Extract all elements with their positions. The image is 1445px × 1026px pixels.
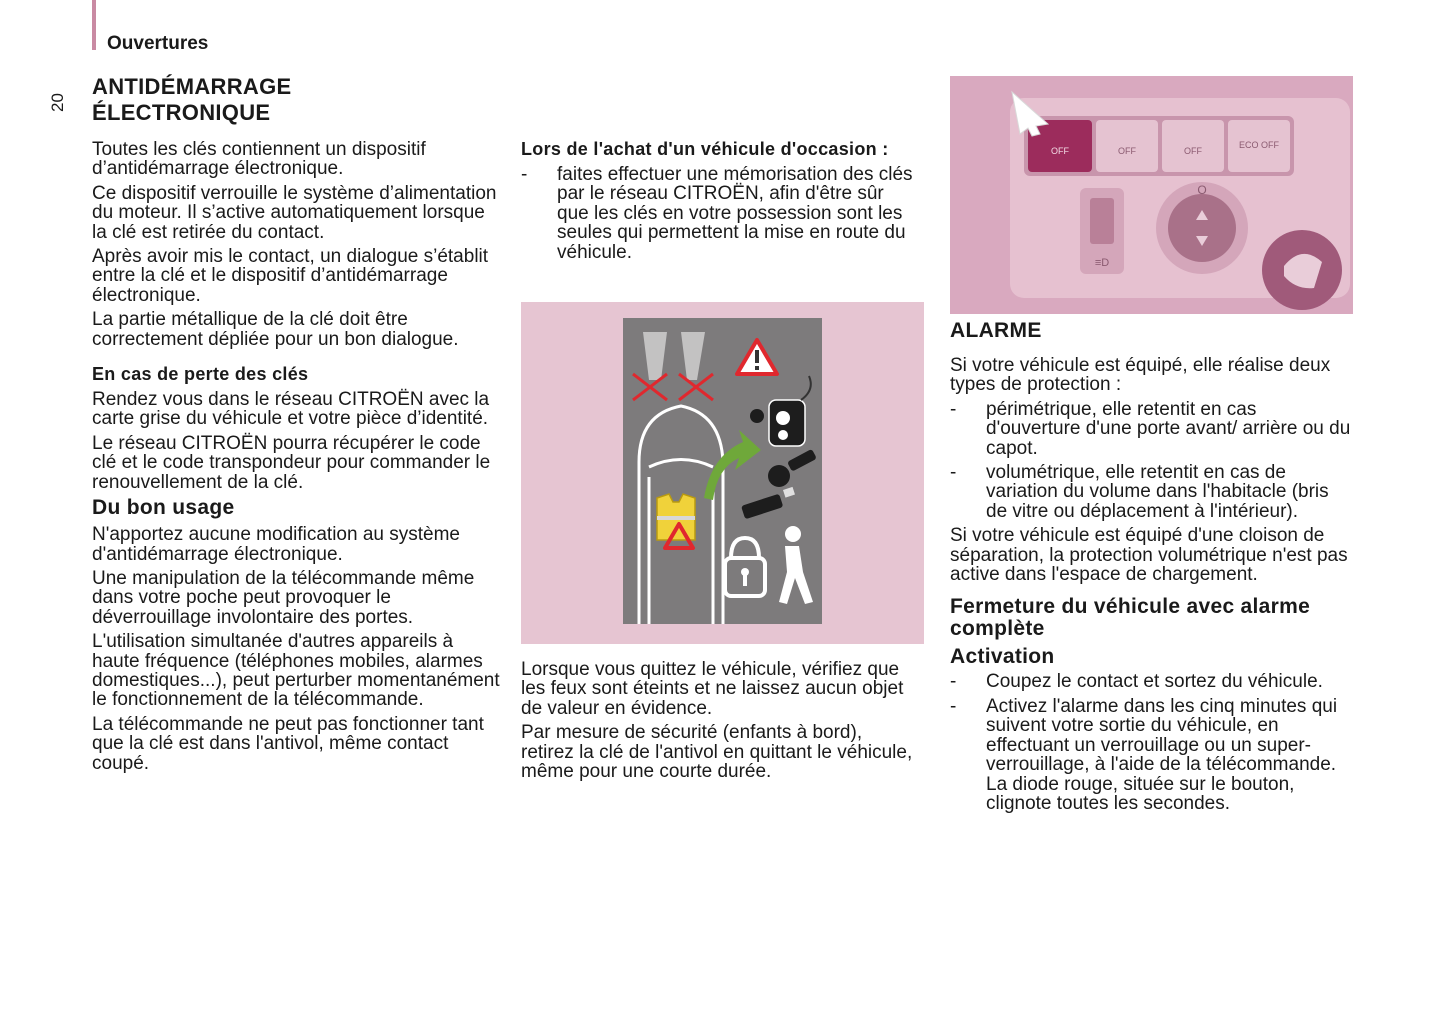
paragraph: Si votre véhicule est équipé, elle réalise deux types de protection : <box>950 355 1331 396</box>
paragraph: L'utilisation simultanée d'autres appareils à haute fréquence (téléphones mobiles, alarmes domestiques...), peut perturber momentanément le fonctionnement de la télécommande. <box>92 631 500 711</box>
list-item: - volumétrique, elle retentit en cas de variation du volume dans l'habitacle (bris de vitre ou déplacement à l'intérieur). <box>950 462 1329 522</box>
paragraph: Toutes les clés contiennent un dispositif d’antidémarrage électronique. <box>92 139 426 180</box>
list-item: - faites effectuer une mémorisation des clés par le réseau CITROËN, afin d'être sûr que les clés en votre possession sont les seules qui permettent la mise en route du véhicule. <box>521 164 913 263</box>
list-item: - périmétrique, elle retentit en cas d'ouverture d'une porte avant/ arrière ou du capot. <box>950 398 1351 459</box>
dashboard-switch-photo <box>950 76 1353 314</box>
svg-text:ECO OFF: ECO OFF <box>1239 140 1279 150</box>
alarm-types-list <box>950 400 1353 521</box>
svg-text:OFF: OFF <box>1118 146 1136 156</box>
paragraph: N'apportez aucune modification au système d'antidémarrage électronique. <box>92 524 460 565</box>
column-alarm <box>950 76 1353 818</box>
paragraph: Lorsque vous quittez le véhicule, vérifiez que les feux sont éteints et ne laissez aucun objet de valeur en évidence. <box>521 659 904 719</box>
svg-text:OFF: OFF <box>1051 146 1069 156</box>
locking-heading: Fermeture du véhicule avec alarme complète <box>950 595 1311 641</box>
paragraph: La télécommande ne peut pas fonctionner tant que la clé est dans l'antivol, même contact coupé. <box>92 713 484 774</box>
paragraph: Par mesure de sécurité (enfants à bord), retirez la clé de l'antivol en quittant le véhicule, même pour une courte durée. <box>521 722 913 783</box>
activation-heading: Activation <box>950 645 1055 669</box>
immobilizer-title: ANTIDÉMARRAGE ÉLECTRONIQUE <box>92 74 292 125</box>
list-item: - Activez l'alarme dans les cinq minutes qui suivent votre sortie du véhicule, en effectuant un verrouillage ou un super-verrouillage, à l'aide de la télécommande. La diode rouge, située sur le bouton, clignote toutes les secondes. <box>950 695 1338 814</box>
slider-switch-icon <box>1090 198 1114 244</box>
paragraph: Si votre véhicule est équipé d'une cloison de séparation, la protection volumétrique n'est pas active dans l'espace de chargement. <box>950 525 1348 586</box>
section-label: Ouvertures <box>107 33 209 54</box>
paragraph: Ce dispositif verrouille le système d’alimentation du moteur. Il s’active automatiquement lorsque la clé est retirée du contact. <box>92 182 497 243</box>
paragraph: Après avoir mis le contact, un dialogue s’établit entre la clé et le dispositif d’antidémarrage électronique. <box>92 246 489 306</box>
column-used-vehicle <box>521 139 916 786</box>
paragraph: Une manipulation de la télécommande même dans votre poche peut provoquer le déverrouillage involontaire des portes. <box>92 567 475 628</box>
svg-text:≡D: ≡D <box>1094 257 1110 269</box>
headlight-dial-icon <box>1168 194 1236 262</box>
paragraph: La partie métallique de la clé doit être correctement dépliée pour un bon dialogue. <box>92 309 459 350</box>
paragraph: Rendez vous dans le réseau CITROËN avec la carte grise du véhicule et votre pièce d’identité. <box>92 389 490 430</box>
good-usage-heading: Du bon usage <box>92 496 235 520</box>
key-loss-heading: En cas de perte des clés <box>92 364 309 385</box>
column-immobilizer <box>92 74 502 778</box>
activation-list <box>950 672 1353 813</box>
security-illustration <box>521 302 924 644</box>
page-number: 20 <box>48 93 67 112</box>
list-item: - Coupez le contact et sortez du véhicule. <box>950 671 1323 693</box>
svg-text:O: O <box>1197 183 1207 197</box>
used-vehicle-heading: Lors de l'achat d'un véhicule d'occasion : <box>521 139 889 159</box>
used-vehicle-list <box>521 165 916 262</box>
alarm-heading: ALARME <box>950 319 1042 342</box>
section-accent-bar <box>92 0 96 50</box>
svg-text:OFF: OFF <box>1184 146 1202 156</box>
paragraph: Le réseau CITROËN pourra récupérer le code clé et le code transpondeur pour commander le renouvellement de la clé. <box>92 432 491 493</box>
